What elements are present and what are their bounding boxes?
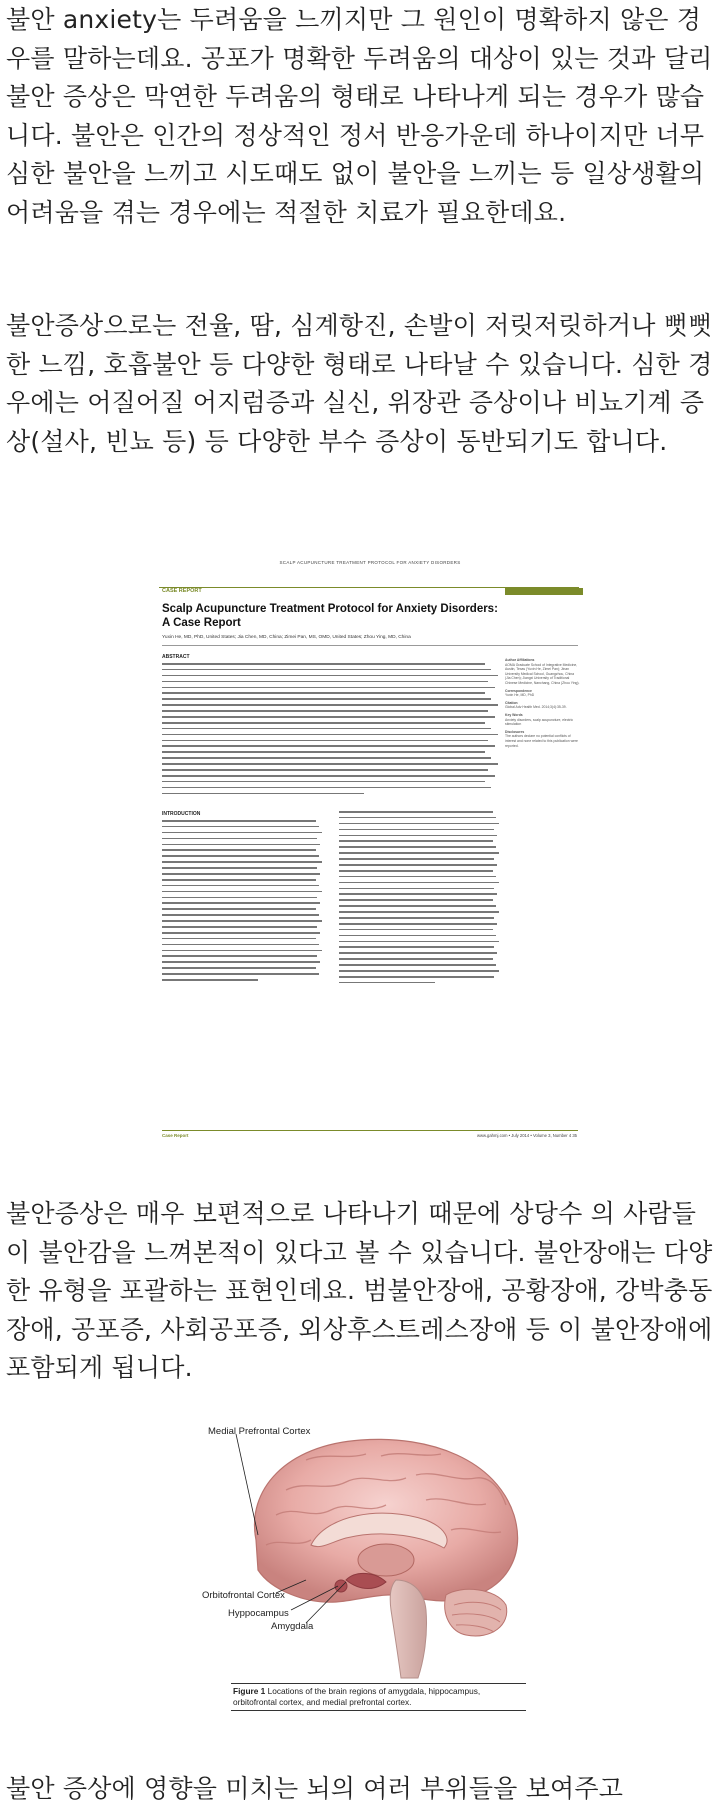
brain-illustration — [196, 1420, 544, 1680]
figure-caption-text: Locations of the brain regions of amygdala, hippocampus, orbitofrontal cortex, and medial prefrontal cortex. — [233, 1686, 481, 1707]
paper-text-line — [162, 820, 316, 822]
paper-text-line — [162, 908, 316, 910]
paper-text-line — [339, 852, 499, 854]
paper-text-line — [162, 885, 319, 887]
paper-footer-right: www.gahmj.com • July 2014 • Volume 3, Number 4 35 — [477, 1133, 577, 1138]
paper-text-line — [162, 734, 498, 736]
paper-header-block — [505, 588, 583, 595]
figure-number: Figure 1 — [233, 1686, 266, 1696]
paper-sidebar-line: Key Words — [505, 712, 523, 717]
paper-text-line — [162, 920, 322, 922]
symptoms-paragraph: 불안증상으로는 전율, 땀, 심계항진, 손발이 저릿저릿하거나 뻣뻣한 느낌, 호흡불안 등 다양한 형태로 나타날 수 있습니다. 심한 경우에는 어질어질 어지럼증과 실신, 위장관 증상이나 비뇨기계 증상(설사, 빈뇨 등) 등 다양한 부수 증상이 동반되기도 합니다. — [6, 311, 713, 456]
paper-text-line — [162, 687, 495, 689]
label-hippocampus: Hyppocampus — [228, 1608, 289, 1619]
caption-rule-top — [231, 1683, 526, 1684]
paper-text-line — [339, 911, 499, 913]
paper-text-line — [162, 944, 319, 946]
paper-sidebar-line: Global Adv Health Med. 2014;3(4):35-39. — [505, 705, 567, 710]
paper-text-line — [339, 893, 497, 895]
paper-text-line — [162, 728, 491, 730]
paper-text-line — [162, 932, 320, 934]
intro-paragraph: 불안 anxiety는 두려움을 느끼지만 그 원인이 명확하지 않은 경우를 말하는데요. 공포가 명확한 두려움의 대상이 있는 것과 달리 불안 증상은 막연한 두려움의 형태로 나타나게 되는 경우가 많습니다. 불안은 인간의 정상적인 정서 반응가운데 하나이지만 너무 심한 불안을 느끼고 시도때도 없이 불안을 느끼는 등 일상생활의 어려움을 겪는 경우에는 적절한 치료가 필요한데요. — [6, 5, 713, 227]
paper-sidebar-line: The authors declare no potential conflicts of interest and none related to this publication were reported. — [505, 734, 578, 748]
paper-sidebar-line: Disclosures — [505, 729, 525, 734]
paper-column-left — [162, 820, 322, 990]
paper-footer-left: Case Report — [162, 1133, 189, 1138]
paper-text-line — [339, 858, 494, 860]
brain-figure — [196, 1420, 544, 1720]
paper-title: Scalp Acupuncture Treatment Protocol for Anxiety Disorders: A Case Report — [162, 603, 498, 629]
paper-text-line — [339, 835, 497, 837]
paper-text-line — [339, 888, 494, 890]
paper-text-line — [339, 929, 493, 931]
paper-text-line — [162, 855, 319, 857]
paper-text-line — [162, 897, 317, 899]
paper-abstract-heading: ABSTRACT — [162, 654, 190, 660]
paper-text-line — [339, 829, 494, 831]
disorders-paragraph: 불안증상은 매우 보편적으로 나타나기 때문에 상당수 의 사람들이 불안감을 느껴본적이 있다고 볼 수 있습니다. 불안장애는 다양한 유형을 포괄하는 표현인데요. 범불안장애, 공황장애, 강박충동장애, 공포증, 사회공포증, 외상후스트레스장애 등 이 불안장애에 포함되게 됩니다. — [6, 1199, 713, 1382]
paper-text-line — [339, 946, 494, 948]
paper-text-line — [162, 751, 485, 753]
label-medial-prefrontal-cortex: Medial Prefrontal Cortex — [208, 1426, 311, 1437]
paper-text-line — [162, 902, 320, 904]
paper-text-line — [162, 675, 498, 677]
paper-text-line — [339, 917, 494, 919]
paper-text-line — [339, 941, 499, 943]
paper-text-line — [162, 669, 491, 671]
paper-text-line — [162, 787, 491, 789]
paper-text-line — [162, 763, 498, 765]
paper-text-line — [162, 775, 495, 777]
paper-page-image — [157, 548, 583, 1143]
paper-text-line — [162, 891, 322, 893]
paper-text-line — [162, 950, 322, 952]
paper-text-line — [162, 926, 317, 928]
paper-text-line — [339, 864, 497, 866]
paper-section-label: CASE REPORT — [162, 588, 202, 594]
paper-text-line — [162, 793, 364, 795]
paper-text-line — [339, 846, 496, 848]
paper-column-right — [339, 811, 499, 989]
paper-text-line — [162, 826, 319, 828]
paper-text-line — [162, 838, 317, 840]
paper-text-line — [162, 692, 485, 694]
paper-text-line — [162, 704, 498, 706]
paper-text-line — [339, 964, 496, 966]
paper-text-line — [339, 823, 499, 825]
paper-text-line — [339, 923, 497, 925]
paper-text-line — [339, 882, 499, 884]
paper-text-line — [162, 938, 316, 940]
paper-text-line — [162, 681, 488, 683]
paper-sidebar-line: Citation — [505, 700, 518, 705]
paper-text-line — [162, 722, 485, 724]
brain-regions-paragraph: 불안 증상에 영향을 미치는 뇌의 여러 부위들을 보여주고 — [6, 1774, 624, 1803]
paper-text-line — [162, 844, 320, 846]
paper-text-line — [162, 955, 317, 957]
paper-text-line — [162, 781, 485, 783]
paper-sidebar-line: Yuxin He, MD, PhD — [505, 693, 535, 698]
paper-text-line — [339, 952, 497, 954]
paper-text-line — [162, 832, 322, 834]
paper-text-line — [162, 967, 316, 969]
paper-text-line — [162, 879, 316, 881]
paper-text-line — [339, 899, 493, 901]
paper-text-line — [339, 935, 496, 937]
paper-text-line — [339, 970, 499, 972]
paper-text-line — [162, 914, 319, 916]
caption-rule-bottom — [231, 1710, 526, 1711]
paper-footer-rule — [162, 1130, 578, 1131]
paper-intro-heading: INTRODUCTION — [162, 811, 201, 817]
paper-text-line — [162, 961, 320, 963]
paper-text-line — [162, 973, 319, 975]
paper-text-line — [162, 979, 258, 981]
paper-text-line — [339, 982, 435, 984]
paper-text-line — [162, 873, 320, 875]
paper-text-line — [339, 976, 494, 978]
paper-sidebar-line: Author Affiliations — [505, 658, 535, 662]
paper-sidebar-line: AOMA Graduate School of Integrative Medicine, Austin, Texas (Yuxin He, Zimei Pan); Jinan University Medical School, Guangzhou, China (Jia Chen); Jiangxi University of Traditional Chinese Medicine, Nanchang, China (Zhou Ying). — [505, 662, 580, 685]
paper-text-line — [162, 663, 485, 665]
paper-text-line — [339, 817, 496, 819]
paper-text-line — [339, 958, 493, 960]
paper-text-line — [339, 840, 493, 842]
paper-authors: Yuxin He, MD, PhD, United States; Jia Chen, MD, China; Zimei Pan, MS, OMD, United States; Zhou Ying, MD, China — [162, 635, 411, 640]
paper-text-line — [162, 861, 322, 863]
paper-text-line — [162, 740, 488, 742]
paper-running-head: SCALP ACUPUNCTURE TREATMENT PROTOCOL FOR ANXIETY DISORDERS — [279, 560, 461, 565]
paper-text-line — [162, 716, 495, 718]
paper-sidebar-line: Correspondence — [505, 688, 532, 693]
paper-text-line — [162, 745, 495, 747]
paper-text-line — [339, 811, 493, 813]
paper-text-line — [339, 905, 496, 907]
paper-sidebar-line: Anxiety disorders, scalp acupuncture, electric stimulation — [505, 717, 574, 727]
paper-text-line — [162, 710, 488, 712]
label-orbitofrontal-cortex: Orbitofrontal Cortex — [202, 1590, 285, 1601]
paper-sidebar-info — [505, 658, 580, 748]
paper-text-line — [162, 849, 316, 851]
paper-abstract-text — [162, 663, 498, 801]
paper-text-line — [162, 698, 491, 700]
paper-text-line — [162, 757, 491, 759]
paper-text-line — [339, 876, 496, 878]
paper-divider — [162, 645, 578, 646]
paper-text-line — [162, 867, 317, 869]
paper-text-line — [339, 870, 493, 872]
paper-text-line — [162, 769, 488, 771]
figure-caption — [233, 1686, 523, 1708]
label-amygdala: Amygdala — [271, 1621, 314, 1632]
